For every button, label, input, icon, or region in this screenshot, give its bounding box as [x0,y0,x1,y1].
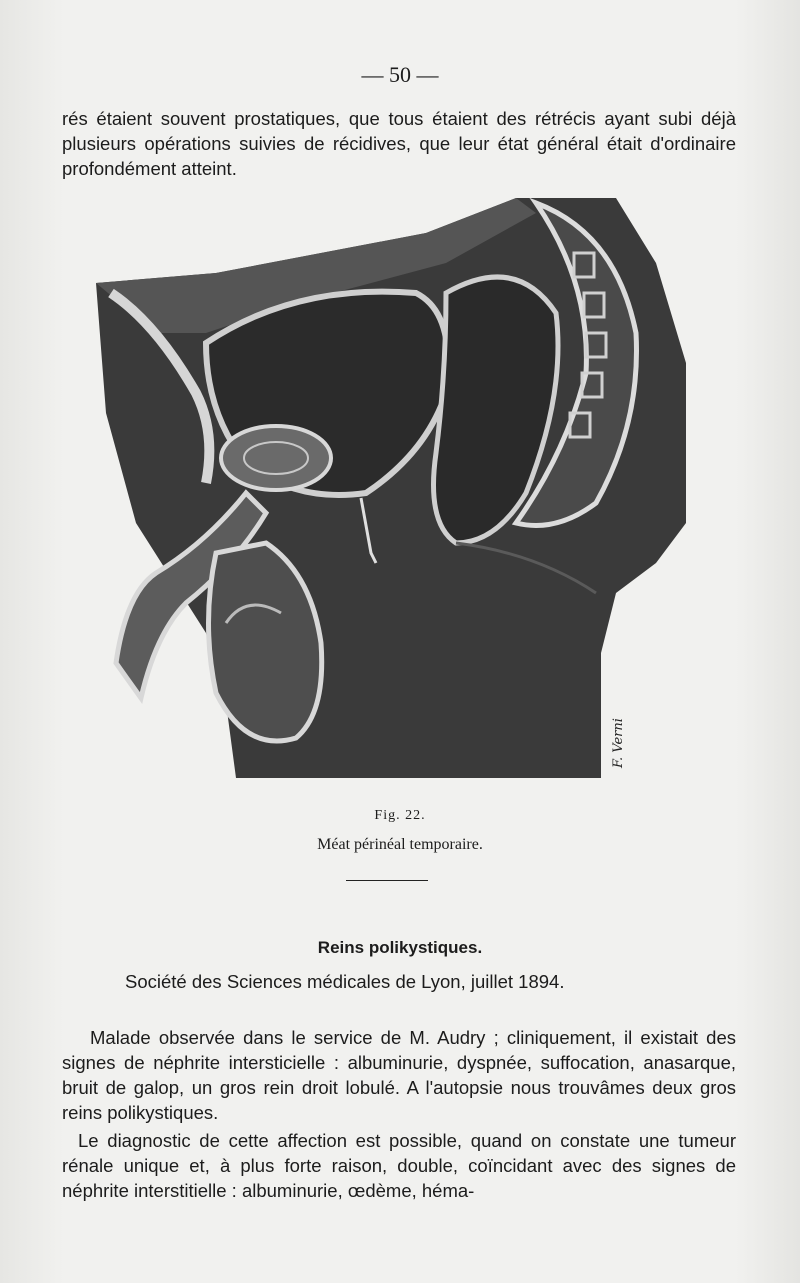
section-divider [346,880,428,881]
page-number: — 50 — [361,62,439,87]
section-subtitle: Société des Sciences médicales de Lyon, juillet 1894. [125,971,565,992]
figure-label: Fig. 22. [374,808,426,823]
top-paragraph: rés étaient souvent prostatiques, que tous étaient des rétrécis ayant subi déjà plusieurs opérations suivies de récidives, que leur état général était d'ordinaire profondément atteint. [62,108,736,179]
figure-caption: Méat périnéal temporaire. [317,836,483,853]
svg-text:F. Verni: F. Verni [611,718,626,768]
artist-signature [600,690,630,770]
body-paragraph-1: Malade observée dans le service de M. Audry ; cliniquement, il existait des signes de néphrite intersticielle : albuminurie, dyspnée, suffocation, anasarque, bruit de galop, un gros rein droit lobulé. A l'autopsie nous trouvâmes deux gros reins polikystiques. [62,1027,736,1123]
body-paragraph-2: Le diagnostic de cette affection est possible, quand on constate une tumeur rénale unique et, à plus forte raison, double, coïncidant avec des signes de néphrite interstitielle : albuminurie, œdème, héma- [62,1130,736,1201]
section-title: Reins polikystiques. [317,938,483,957]
